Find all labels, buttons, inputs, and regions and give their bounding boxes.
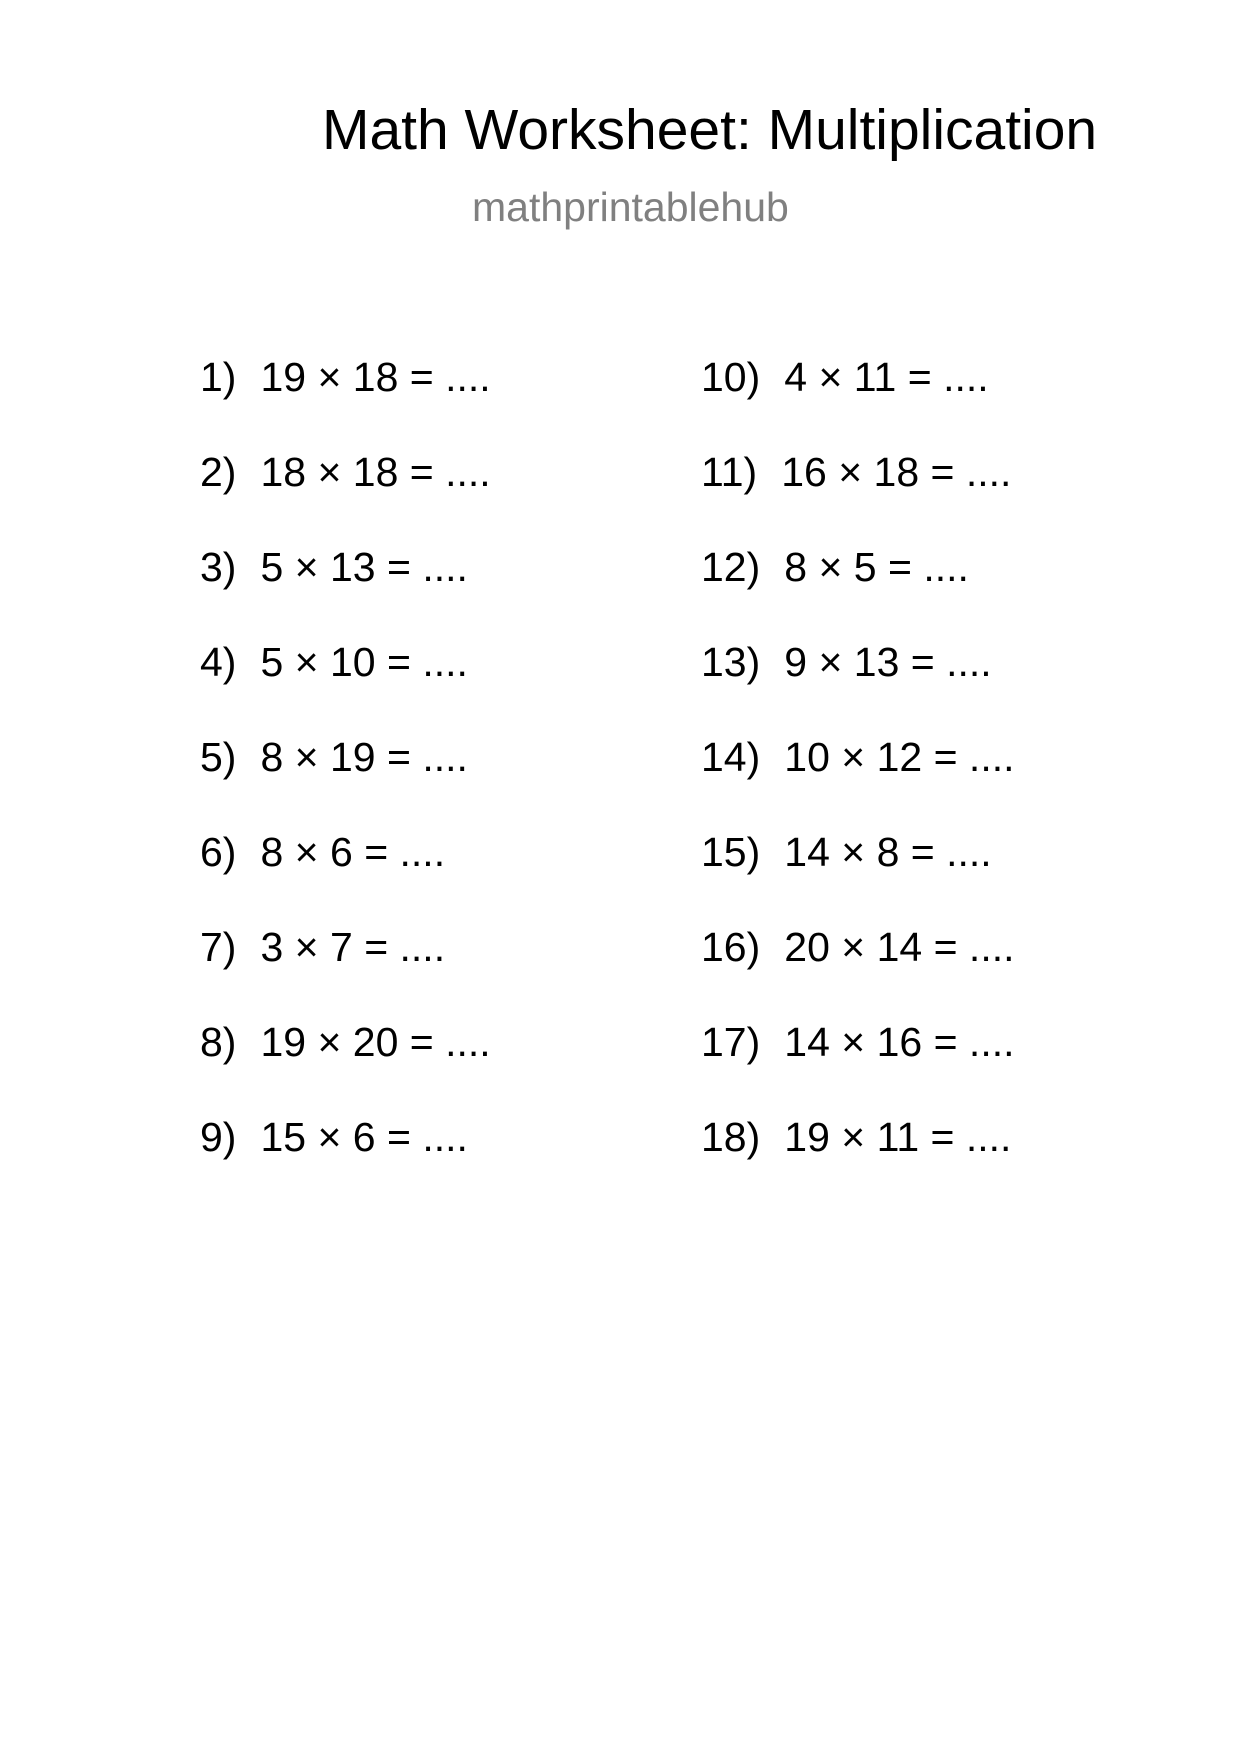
problem-item	[701, 350, 1201, 445]
problem-number: 8)	[200, 1019, 237, 1065]
problem-expression: 20 × 14 = ....	[784, 924, 1015, 970]
problem-item	[200, 350, 700, 445]
problem-number: 12)	[701, 544, 761, 590]
problem-expression: 4 × 11 = ....	[784, 354, 989, 400]
problem-expression: 19 × 20 = ....	[260, 1019, 491, 1065]
problem-item	[200, 635, 700, 730]
problem-item	[200, 920, 700, 1015]
problem-expression: 8 × 6 = ....	[260, 829, 446, 875]
problem-item	[200, 1110, 700, 1205]
problem-expression: 14 × 8 = ....	[784, 829, 992, 875]
problem-expression: 19 × 18 = ....	[260, 354, 491, 400]
problem-expression: 14 × 16 = ....	[784, 1019, 1015, 1065]
problem-number: 3)	[200, 544, 237, 590]
problem-expression: 8 × 5 = ....	[784, 544, 969, 590]
problem-number: 2)	[200, 449, 237, 495]
problem-number: 9)	[200, 1114, 237, 1160]
problem-item	[701, 635, 1201, 730]
problem-item	[200, 1015, 700, 1110]
problem-expression: 5 × 13 = ....	[260, 544, 468, 590]
worksheet-title: Math Worksheet: Multiplication	[322, 98, 1098, 162]
problem-number: 14)	[701, 734, 761, 780]
problem-number: 17)	[701, 1019, 761, 1065]
problem-item	[701, 540, 1201, 635]
problem-expression: 8 × 19 = ....	[260, 734, 468, 780]
problem-expression: 9 × 13 = ....	[784, 639, 992, 685]
problem-item	[200, 540, 700, 635]
problem-number: 5)	[200, 734, 237, 780]
problem-item	[701, 445, 1201, 540]
problem-item	[701, 825, 1201, 920]
problem-expression: 16 × 18 = ....	[781, 449, 1012, 495]
problem-item	[701, 1015, 1201, 1110]
problem-number: 15)	[701, 829, 761, 875]
problem-number: 6)	[200, 829, 237, 875]
problem-number: 7)	[200, 924, 237, 970]
problem-number: 1)	[200, 354, 237, 400]
problem-number: 13)	[701, 639, 761, 685]
problem-item	[701, 730, 1201, 825]
problem-item	[701, 1110, 1201, 1205]
left-problem-column	[200, 350, 700, 1205]
problem-expression: 3 × 7 = ....	[260, 924, 446, 970]
problem-expression: 19 × 11 = ....	[784, 1114, 1012, 1160]
problem-item	[701, 920, 1201, 1015]
problem-item	[200, 730, 700, 825]
problem-number: 16)	[701, 924, 761, 970]
problem-expression: 5 × 10 = ....	[260, 639, 468, 685]
problem-number: 18)	[701, 1114, 761, 1160]
problem-number: 4)	[200, 639, 237, 685]
problem-expression: 18 × 18 = ....	[260, 449, 491, 495]
right-problem-column	[701, 350, 1201, 1205]
problem-item	[200, 825, 700, 920]
problem-expression: 10 × 12 = ....	[784, 734, 1015, 780]
problem-number: 11)	[701, 449, 758, 495]
problem-expression: 15 × 6 = ....	[260, 1114, 468, 1160]
problem-number: 10)	[701, 354, 761, 400]
worksheet-subtitle: mathprintablehub	[472, 184, 789, 230]
problem-item	[200, 445, 700, 540]
